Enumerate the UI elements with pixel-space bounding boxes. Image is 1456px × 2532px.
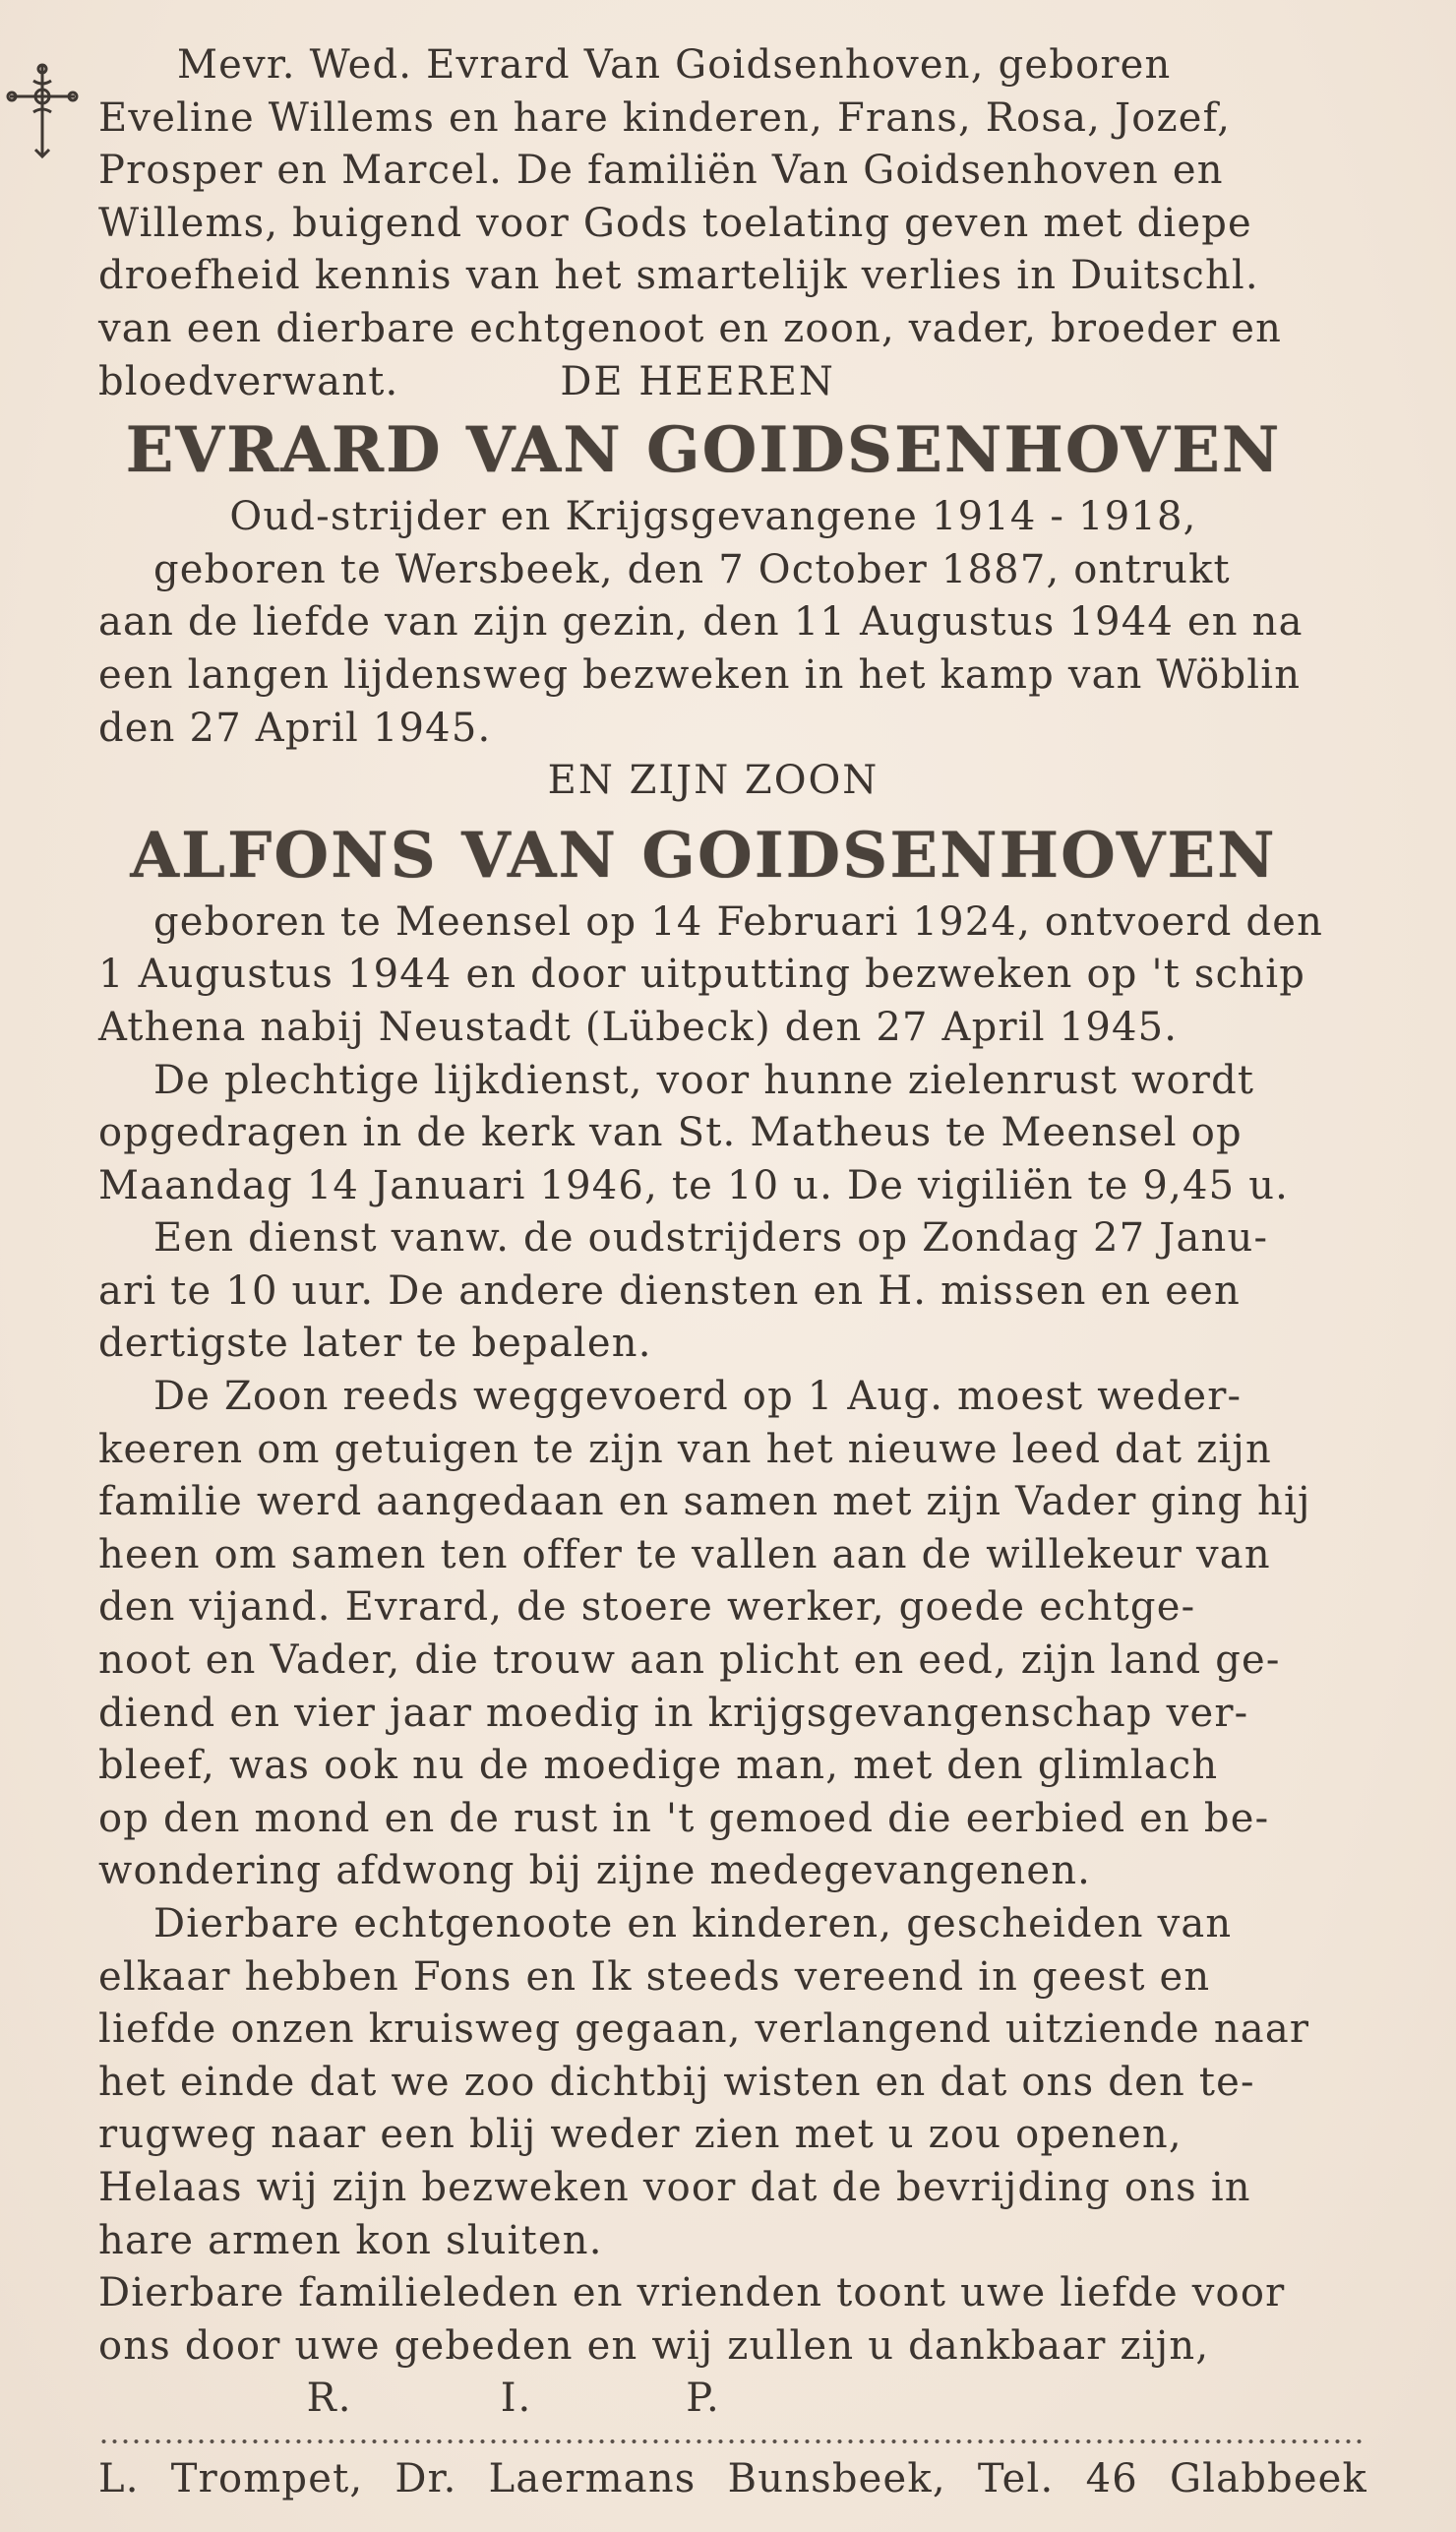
dierbare-line: het einde dat we zoo dichtbij wisten en dat ons den te-: [98, 2059, 1255, 2105]
rip-letter: R.: [306, 2376, 353, 2422]
dierbare-last-line: hare armen kon sluiten.: [98, 2217, 603, 2263]
zoon-line: familie werd aangedaan en samen met zijn Vader ging hij: [98, 1479, 1311, 1525]
dierbare-line: elkaar hebben Fons en Ik steeds vereend in geest en: [98, 1953, 1211, 2000]
intro-line: van een dierbare echtgenoot en zoon, vader, broeder en: [98, 305, 1283, 351]
father-name: EVRARD VAN GOIDSENHOVEN: [125, 413, 1282, 488]
printer-line: L. Trompet, Dr. Laermans Bunsbeek, Tel. 46 Glabbeek: [98, 2456, 1367, 2501]
son-line: 1 Augustus 1944 en door uitputting bezweken op 't schip: [98, 952, 1305, 998]
son-name: ALFONS VAN GOIDSENHOVEN: [130, 818, 1277, 893]
cross-icon: [4, 61, 81, 159]
obituary-text: [98, 39, 1367, 2426]
intro-line: droefheid kennis van het smartelijk verlies in Duitschl.: [98, 253, 1259, 299]
familie-line: ons door uwe gebeden en wij zullen u dankbaar zijn,: [98, 2322, 1210, 2369]
zoon-line: op den mond en de rust in 't gemoed die eerbied en be-: [98, 1795, 1270, 1841]
intro-last-text: bloedverwant.: [98, 358, 399, 404]
dierbare-line: rugweg naar een blij weder zien met u zou openen,: [98, 2112, 1183, 2158]
oudstrijders-line: Een dienst vanw. de oudstrijders op Zondag 27 Janu-: [153, 1215, 1269, 1262]
zoon-line: diend en vier jaar moedig in krijgsgevangenschap ver-: [98, 1690, 1249, 1736]
intro-line: Prosper en Marcel. De familiën Van Goidsenhoven en: [98, 148, 1224, 194]
son-last-line: Athena nabij Neustadt (Lübeck) den 27 April 1945.: [98, 1004, 1179, 1050]
oudstrijders-last-line: dertigste later te bepalen.: [98, 1321, 652, 1367]
father-line: aan de liefde van zijn gezin, den 11 Augustus 1944 en na: [98, 599, 1304, 646]
intro-line: Mevr. Wed. Evrard Van Goidsenhoven, geboren: [177, 42, 1172, 88]
familie-line: Dierbare familieleden en vrienden toont uwe liefde voor: [98, 2270, 1286, 2316]
zoon-line: bleef, was ook nu de moedige man, met den glimlach: [98, 1743, 1219, 1789]
zoon-line: heen om samen ten offer te vallen aan de willekeur van: [98, 1531, 1271, 1577]
zoon-line: keeren om getuigen te zijn van het nieuwe leed dat zijn: [98, 1426, 1272, 1472]
zoon-line: den vijand. Evrard, de stoere werker, goede echtge-: [98, 1584, 1196, 1631]
son-line: geboren te Meensel op 14 Februari 1924, ontvoerd den: [153, 898, 1324, 945]
zoon-line: noot en Vader, die trouw aan plicht en eed, zijn land ge-: [98, 1637, 1281, 1684]
oudstrijders-line: ari te 10 uur. De andere diensten en H. missen en een: [98, 1267, 1241, 1314]
intro-line: Eveline Willems en hare kinderen, Frans, Rosa, Jozef,: [98, 94, 1232, 141]
rip-letter: I.: [500, 2376, 533, 2422]
dierbare-line: Dierbare echtgenoote en kinderen, gescheiden van: [153, 1901, 1233, 1946]
dierbare-line: Helaas wij zijn bezweken voor dat de bevrijding ons in: [98, 2164, 1251, 2210]
father-line: een langen lijdensweg bezweken in het kamp van Wöblin: [98, 651, 1302, 698]
father-line: geboren te Wersbeek, den 7 October 1887, ontrukt: [153, 546, 1231, 592]
dierbare-line: liefde onzen kruisweg gegaan, verlangend uitziende naar: [98, 2007, 1310, 2053]
service-line: De plechtige lijkdienst, voor hunne zielenrust wordt: [153, 1057, 1255, 1103]
intro-last-line: [98, 356, 1367, 409]
intro-line: Willems, buigend voor Gods toelating geven met diepe: [98, 200, 1252, 246]
de-heeren-label: DE HEEREN: [560, 358, 835, 404]
dotted-divider: [98, 2439, 1367, 2444]
zoon-last-line: wondering afdwong bij zijne medegevangenen.: [98, 1848, 1092, 1894]
rip-letter: P.: [686, 2376, 721, 2422]
father-line: Oud-strijder en Krijgsgevangene 1914 - 1918,: [229, 494, 1197, 540]
father-last-line: den 27 April 1945.: [98, 705, 492, 751]
service-line: opgedragen in de kerk van St. Matheus te Meensel op: [98, 1110, 1243, 1156]
rip-line: [236, 2373, 1367, 2426]
service-line: Maandag 14 Januari 1946, te 10 u. De vigiliën te 9,45 u.: [98, 1162, 1290, 1208]
zoon-line: De Zoon reeds weggevoerd op 1 Aug. moest weder-: [153, 1374, 1243, 1420]
en-zijn-zoon-label: EN ZIJN ZOON: [547, 758, 880, 804]
